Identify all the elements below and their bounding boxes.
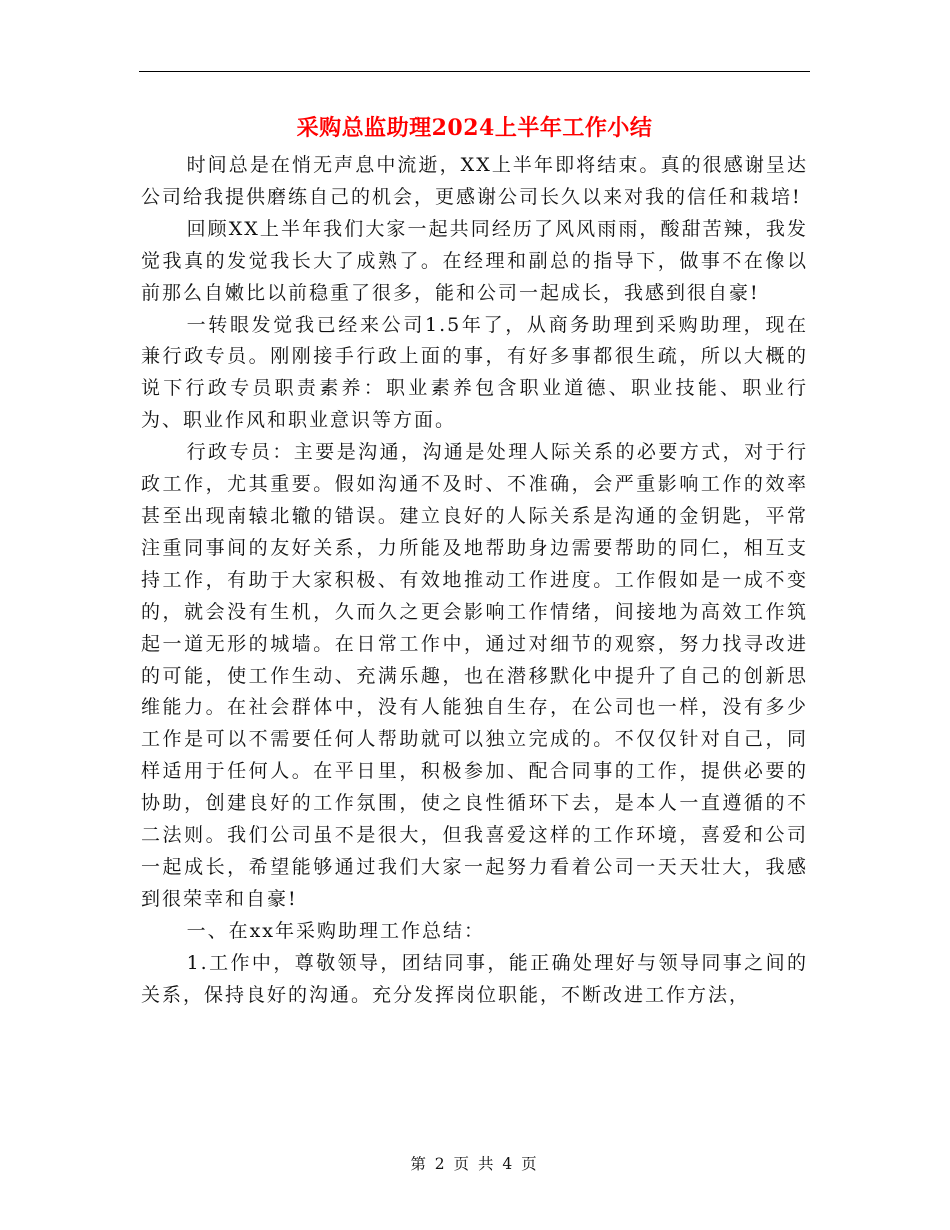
paragraph-1: 时间总是在悄无声息中流逝，XX上半年即将结束。真的很感谢呈达公司给我提供磨练自己的机会，更感谢公司长久以来对我的信任和栽培! — [141, 154, 808, 208]
paragraph-4: 行政专员：主要是沟通，沟通是处理人际关系的必要方式，对于行政工作，尤其重要。假如沟通不及时、不准确，会严重影响工作的效率甚至出现南辕北辙的错误。建立良好的人际关系是沟通的金钥匙，平常注重同事间的友好关系，力所能及地帮助身边需要帮助的同仁，相互支持工作，有助于大家积极、有效地推动工作进度。工作假如是一成不变的，就会没有生机，久而久之更会影响工作情绪，间接地为高效工作筑起一道无形的城墙。在日常工作中，通过对细节的观察，努力找寻改进的可能，使工作生动、充满乐趣，也在潜移默化中提升了自己的创新思维能力。在社会群体中，没有人能独自生存，在公司也一样，没有多少工作是可以不需要任何人帮助就可以独立完成的。不仅仅针对自己，同样适用于任何人。在平日里，积极参加、配合同事的工作，提供必要的协助，创建良好的工作氛围，使之良性循环下去，是本人一直遵循的不二法则。我们公司虽不是很大，但我喜爱这样的工作环境，喜爱和公司一起成长，希望能够通过我们大家一起努力看着公司一天天壮大，我感到很荣幸和自豪! — [141, 441, 808, 910]
document-title: 采购总监助理2024上半年工作小结 — [296, 115, 653, 141]
paragraph-6: 1.工作中，尊敬领导，团结同事，能正确处理好与领导同事之间的关系，保持良好的沟通。充分发挥岗位职能，不断改进工作方法， — [141, 951, 808, 1006]
paragraph-5: 一、在xx年采购助理工作总结： — [186, 919, 486, 942]
paragraph-2: 回顾XX上半年我们大家一起共同经历了风风雨雨，酸甜苦辣，我发觉我真的发觉我长大了成熟了。在经理和副总的指导下，做事不在像以前那么自嫩比以前稳重了很多，能和公司一起成长，我感到很自豪! — [141, 217, 808, 304]
page-number-footer: 第 2 页 共 4 页 — [410, 1155, 539, 1173]
header-rule — [139, 71, 810, 72]
document-body — [141, 150, 808, 1011]
paragraph-3: 一转眼发觉我已经来公司1.5年了，从商务助理到采购助理，现在兼行政专员。刚刚接手行政上面的事，有好多事都很生疏，所以大概的说下行政专员职责素养：职业素养包含职业道德、职业技能、职业行为、职业作风和职业意识等方面。 — [141, 313, 808, 432]
